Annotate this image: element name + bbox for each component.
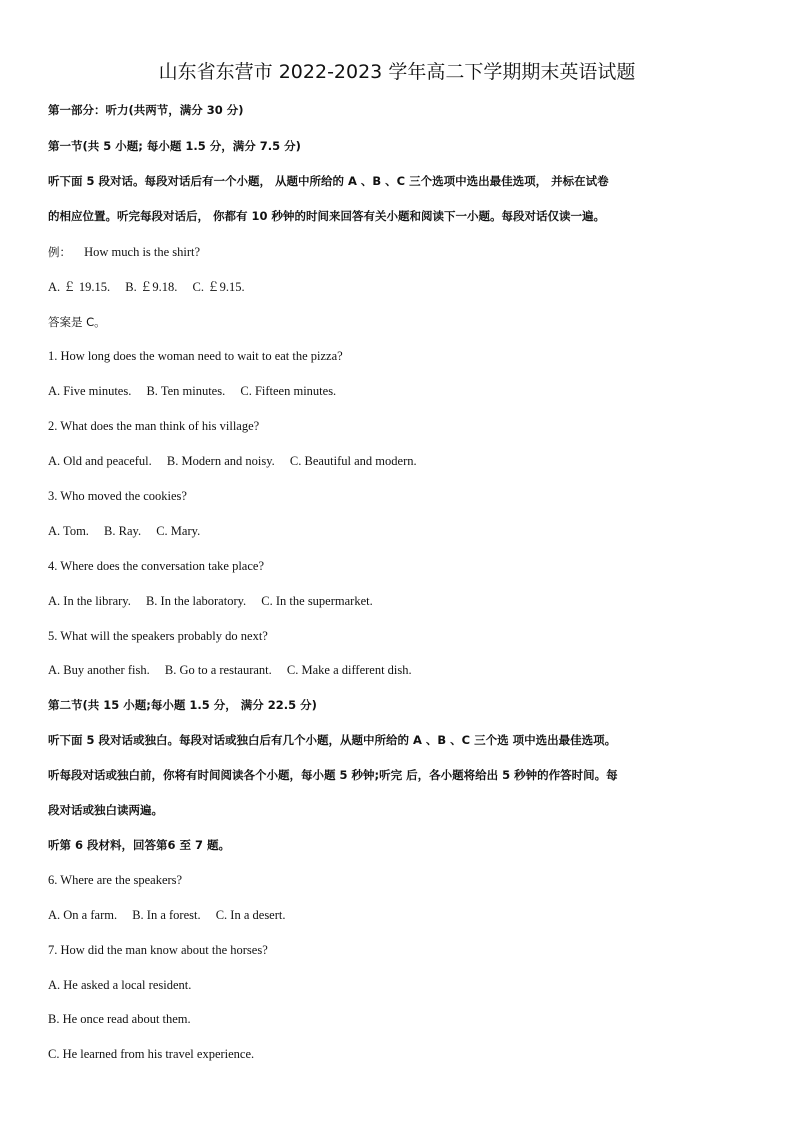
question-1: 1. How long does the woman need to wait to eat the pizza? [48, 349, 343, 363]
section2-instruction-line3: 段对话或独白读两遍。 [48, 803, 163, 817]
q7-option-c: C. He learned from his travel experience. [48, 1047, 255, 1061]
section2-instruction-line1: 听下面 5 段对话或独白。每段对话或独白后有几个小题，从题中所给的 A 、B 、C 三个选 项中选出最佳选项。 [48, 733, 617, 747]
question-6: 6. Where are the speakers? [48, 873, 183, 887]
example-question-text: How much is the shirt? [84, 245, 201, 259]
example-option-a: A. ￡ 19.15. [48, 280, 111, 294]
question-5: 5. What will the speakers probably do next? [48, 629, 268, 643]
q1-option-b: B. Ten minutes. [146, 384, 226, 398]
question-4: 4. Where does the conversation take place? [48, 559, 264, 573]
section1-instruction-line1: 听下面 5 段对话。每段对话后有一个小题， 从题中所给的 A 、B 、C 三个选项中选出最佳选项， 并标在试卷 [48, 174, 609, 188]
example-options [48, 278, 758, 296]
section1-heading: 第一节(共 5 小题; 每小题 1.5 分，满分 7.5 分) [48, 139, 301, 153]
question-3: 3. Who moved the cookies? [48, 489, 187, 503]
question-1-options [48, 382, 758, 400]
q3-option-a: A. Tom. [48, 524, 89, 538]
example-question [48, 243, 758, 261]
q6-option-a: A. On a farm. [48, 908, 118, 922]
question-6-options [48, 906, 758, 924]
q6-option-c: C. In a desert. [215, 908, 286, 922]
q4-option-a: A. In the library. [48, 594, 131, 608]
q2-option-c: C. Beautiful and modern. [289, 454, 417, 468]
q5-option-b: B. Go to a restaurant. [164, 663, 272, 677]
section2-heading: 第二节(共 15 小题;每小题 1.5 分， 满分 22.5 分) [48, 698, 317, 712]
question-5-options [48, 661, 758, 679]
part1-heading: 第一部分：听力(共两节，满分 30 分) [48, 103, 244, 117]
q2-option-a: A. Old and peaceful. [48, 454, 152, 468]
question-3-options [48, 522, 758, 540]
q4-option-c: C. In the supermarket. [261, 594, 373, 608]
q3-option-b: B. Ray. [104, 524, 142, 538]
question-7: 7. How did the man know about the horses? [48, 943, 268, 957]
q6-option-b: B. In a forest. [132, 908, 201, 922]
question-4-options [48, 592, 758, 610]
q7-option-b: B. He once read about them. [48, 1012, 191, 1026]
question-2-options [48, 452, 758, 470]
q1-option-a: A. Five minutes. [48, 384, 132, 398]
example-option-b: B. ￡9.18. [125, 280, 178, 294]
q5-option-a: A. Buy another fish. [48, 663, 150, 677]
example-prefix: 例： [48, 245, 71, 259]
q2-option-b: B. Modern and noisy. [166, 454, 275, 468]
q1-option-c: C. Fifteen minutes. [240, 384, 337, 398]
q5-option-c: C. Make a different dish. [286, 663, 412, 677]
section1-instruction-line2: 的相应位置。听完每段对话后， 你都有 10 秒钟的时间来回答有关小题和阅读下一小题。每段对话仅读一遍。 [48, 209, 606, 223]
q3-option-c: C. Mary. [156, 524, 201, 538]
page-title: 山东省东营市 2022-2023 学年高二下学期期末英语试题 [158, 61, 636, 83]
question-2: 2. What does the man think of his village? [48, 419, 260, 433]
example-answer: 答案是 C。 [48, 315, 106, 329]
q7-option-a: A. He asked a local resident. [48, 978, 192, 992]
example-option-c: C. ￡9.15. [192, 280, 245, 294]
q4-option-b: B. In the laboratory. [145, 594, 247, 608]
material-6-heading: 听第 6 段材料，回答第6 至 7 题。 [48, 838, 231, 852]
section2-instruction-line2: 听每段对话或独白前，你将有时间阅读各个小题，每小题 5 秒钟;听完 后，各小题将给出 5 秒钟的作答时间。每 [48, 768, 618, 782]
